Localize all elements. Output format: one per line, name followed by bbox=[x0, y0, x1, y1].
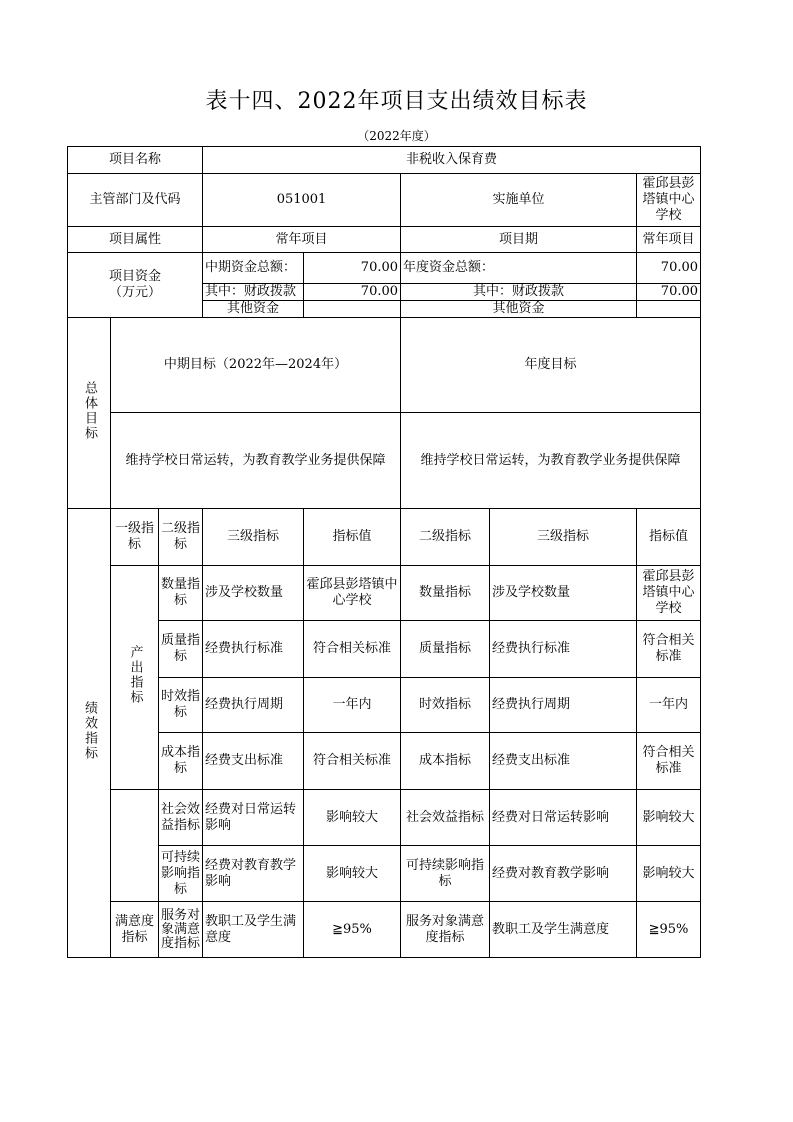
row-l3: 经费执行标准 bbox=[203, 621, 304, 678]
goals-label-cell bbox=[68, 318, 111, 509]
row-l3-b: 经费支出标准 bbox=[490, 733, 637, 790]
output-label: 产出指标 bbox=[127, 645, 143, 705]
row-l3: 经费执行周期 bbox=[203, 678, 304, 733]
perf-label-cell bbox=[68, 509, 111, 958]
mid-total-value: 70.00 bbox=[304, 253, 401, 284]
year-goal-header: 年度目标 bbox=[401, 318, 701, 413]
row-l3: 经费对日常运转影响 bbox=[203, 790, 304, 846]
mid-fiscal-label: 其中：财政拨款 bbox=[203, 284, 304, 301]
period-label: 项目期 bbox=[401, 227, 637, 253]
attr-label: 项目属性 bbox=[68, 227, 203, 253]
row-l2-b: 质量指标 bbox=[401, 621, 490, 678]
year-total-value: 70.00 bbox=[637, 253, 701, 284]
row-l2: 数量指标 bbox=[159, 566, 203, 621]
header-level2-b: 二级指标 bbox=[401, 509, 490, 566]
year-fiscal-value: 70.00 bbox=[637, 284, 701, 301]
row-l2: 时效指标 bbox=[159, 678, 203, 733]
year-total-label: 年度资金总额： bbox=[401, 253, 637, 284]
row-l2: 成本指标 bbox=[159, 733, 203, 790]
table-row bbox=[68, 790, 701, 846]
row-l3: 经费支出标准 bbox=[203, 733, 304, 790]
header-level3-b: 三级指标 bbox=[490, 509, 637, 566]
funds-label: 项目资金 （万元） bbox=[68, 253, 203, 318]
table-row bbox=[68, 733, 701, 790]
mid-goal-header: 中期目标（2022年—2024年） bbox=[111, 318, 401, 413]
row-value: ≧95% bbox=[304, 902, 401, 958]
row-l2-b: 时效指标 bbox=[401, 678, 490, 733]
dept-label: 主管部门及代码 bbox=[68, 174, 203, 227]
row-value-b: 符合相关标准 bbox=[637, 733, 701, 790]
page-subtitle: （2022年度） bbox=[357, 129, 436, 143]
row-l2-b: 社会效益指标 bbox=[401, 790, 490, 846]
year-fiscal-label: 其中：财政拨款 bbox=[401, 284, 637, 301]
row-l3-b: 经费执行周期 bbox=[490, 678, 637, 733]
row-l3-b: 涉及学校数量 bbox=[490, 566, 637, 621]
project-name-value: 非税收入保育费 bbox=[203, 147, 701, 174]
mid-fiscal-value: 70.00 bbox=[304, 284, 401, 301]
year-other-label: 其他资金 bbox=[401, 301, 637, 318]
row-value-b: 霍邱县彭塔镇中心学校 bbox=[637, 566, 701, 621]
row-value: 影响较大 bbox=[304, 846, 401, 902]
row-l3: 经费对教育教学影响 bbox=[203, 846, 304, 902]
page-title: 表十四、2022年项目支出绩效目标表 bbox=[205, 89, 588, 114]
perf-label: 绩效指标 bbox=[82, 700, 97, 761]
row-value: 霍邱县彭塔镇中心学校 bbox=[304, 566, 401, 621]
mid-other-value bbox=[304, 301, 401, 318]
row-value-b: 一年内 bbox=[637, 678, 701, 733]
table-row bbox=[68, 621, 701, 678]
row-value: 一年内 bbox=[304, 678, 401, 733]
project-name-label: 项目名称 bbox=[68, 147, 203, 174]
row-l2-b: 可持续影响指标 bbox=[401, 846, 490, 902]
row-value: 符合相关标准 bbox=[304, 621, 401, 678]
row-l2: 服务对象满意度指标 bbox=[159, 902, 203, 958]
row-l3: 教职工及学生满意度 bbox=[203, 902, 304, 958]
impl-label: 实施单位 bbox=[401, 174, 637, 227]
row-value-b: 影响较大 bbox=[637, 846, 701, 902]
table-row bbox=[68, 566, 701, 621]
effect-label-cell bbox=[111, 790, 159, 902]
row-l2-b: 数量指标 bbox=[401, 566, 490, 621]
row-l3: 涉及学校数量 bbox=[203, 566, 304, 621]
header-value: 指标值 bbox=[304, 509, 401, 566]
output-label-cell bbox=[111, 566, 159, 790]
dept-code: 051001 bbox=[203, 174, 401, 227]
row-l2: 质量指标 bbox=[159, 621, 203, 678]
year-goal-text: 维持学校日常运转，为教育教学业务提供保障 bbox=[401, 413, 701, 509]
performance-table bbox=[67, 146, 701, 958]
header-level3: 三级指标 bbox=[203, 509, 304, 566]
row-l2: 社会效益指标 bbox=[159, 790, 203, 846]
year-other-value bbox=[637, 301, 701, 318]
goals-label: 总体目标 bbox=[82, 380, 97, 441]
mid-goal-text: 维持学校日常运转，为教育教学业务提供保障 bbox=[111, 413, 401, 509]
row-value-b: ≧95% bbox=[637, 902, 701, 958]
row-value: 影响较大 bbox=[304, 790, 401, 846]
mid-total-label: 中期资金总额： bbox=[203, 253, 304, 284]
row-l3-b: 经费对日常运转影响 bbox=[490, 790, 637, 846]
row-l3-b: 经费对教育教学影响 bbox=[490, 846, 637, 902]
row-l2-b: 服务对象满意度指标 bbox=[401, 902, 490, 958]
header-level1: 一级指标 bbox=[111, 509, 159, 566]
row-l2: 可持续影响指标 bbox=[159, 846, 203, 902]
table-row bbox=[68, 902, 701, 958]
impl-unit: 霍邱县彭塔镇中心学校 bbox=[637, 174, 701, 227]
attr-value: 常年项目 bbox=[203, 227, 401, 253]
row-l3-b: 教职工及学生满意度 bbox=[490, 902, 637, 958]
row-value-b: 影响较大 bbox=[637, 790, 701, 846]
row-l3-b: 经费执行标准 bbox=[490, 621, 637, 678]
period-value: 常年项目 bbox=[637, 227, 701, 253]
row-value: 符合相关标准 bbox=[304, 733, 401, 790]
header-value-b: 指标值 bbox=[637, 509, 701, 566]
satisfaction-label: 满意度指标 bbox=[111, 902, 159, 958]
row-value-b: 符合相关标准 bbox=[637, 621, 701, 678]
row-l2-b: 成本指标 bbox=[401, 733, 490, 790]
table-row bbox=[68, 846, 701, 902]
mid-other-label: 其他资金 bbox=[203, 301, 304, 318]
header-level2: 二级指标 bbox=[159, 509, 203, 566]
table-row bbox=[68, 678, 701, 733]
